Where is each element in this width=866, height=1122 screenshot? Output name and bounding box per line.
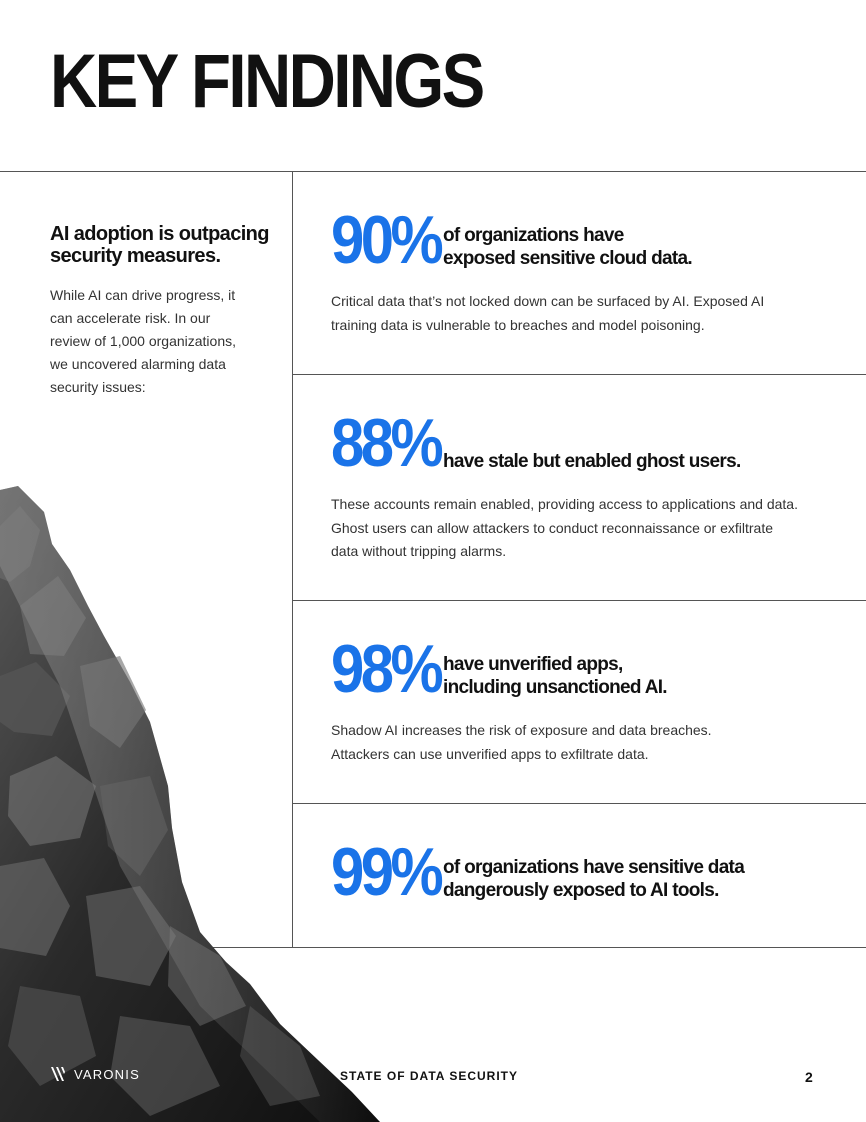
page-number: 2 bbox=[805, 1069, 813, 1085]
finding-2 bbox=[331, 405, 811, 564]
varonis-logo bbox=[50, 1066, 140, 1082]
finding-1 bbox=[331, 202, 811, 337]
stat-description: Shadow AI increases the risk of exposure and data breaches. Attackers can use unverified apps to exfiltrate data. bbox=[331, 722, 712, 762]
intro-heading: AI adoption is outpacing security measures. bbox=[50, 223, 269, 267]
brand-name: VARONIS bbox=[74, 1066, 140, 1082]
varonis-logo-icon bbox=[50, 1066, 72, 1082]
stat-headline: have stale but enabled ghost users. bbox=[443, 451, 741, 472]
stat-number: 90% bbox=[331, 202, 441, 278]
top-rule bbox=[0, 171, 866, 172]
stat-description: Critical data that’s not locked down can be surfaced by AI. Exposed AI training data is vulnerable to breaches and model poisoning. bbox=[331, 293, 765, 333]
finding-4 bbox=[331, 834, 811, 910]
stat-number: 88% bbox=[331, 405, 441, 481]
page-title: KEY FINDINGS bbox=[50, 39, 483, 124]
rock-cliff-image bbox=[0, 486, 400, 1122]
stat-number: 99% bbox=[331, 834, 441, 910]
stat-number: 98% bbox=[331, 631, 441, 707]
stat-headline: of organizations have exposed sensitive cloud data. bbox=[443, 225, 692, 269]
stat-headline: have unverified apps, including unsanctioned AI. bbox=[443, 654, 667, 698]
intro-body: While AI can drive progress, it can accelerate risk. In our review of 1,000 organizations, we uncovered alarming data security issues: bbox=[50, 287, 236, 395]
stat-headline: of organizations have sensitive data dangerously exposed to AI tools. bbox=[443, 857, 745, 901]
stat-description: These accounts remain enabled, providing access to applications and data. Ghost users can allow attackers to conduct reconnaissance or exfiltrate data without tripping alarms. bbox=[331, 496, 798, 559]
row-divider-1 bbox=[292, 374, 866, 375]
finding-3 bbox=[331, 631, 811, 766]
report-title: STATE OF DATA SECURITY bbox=[340, 1069, 518, 1083]
